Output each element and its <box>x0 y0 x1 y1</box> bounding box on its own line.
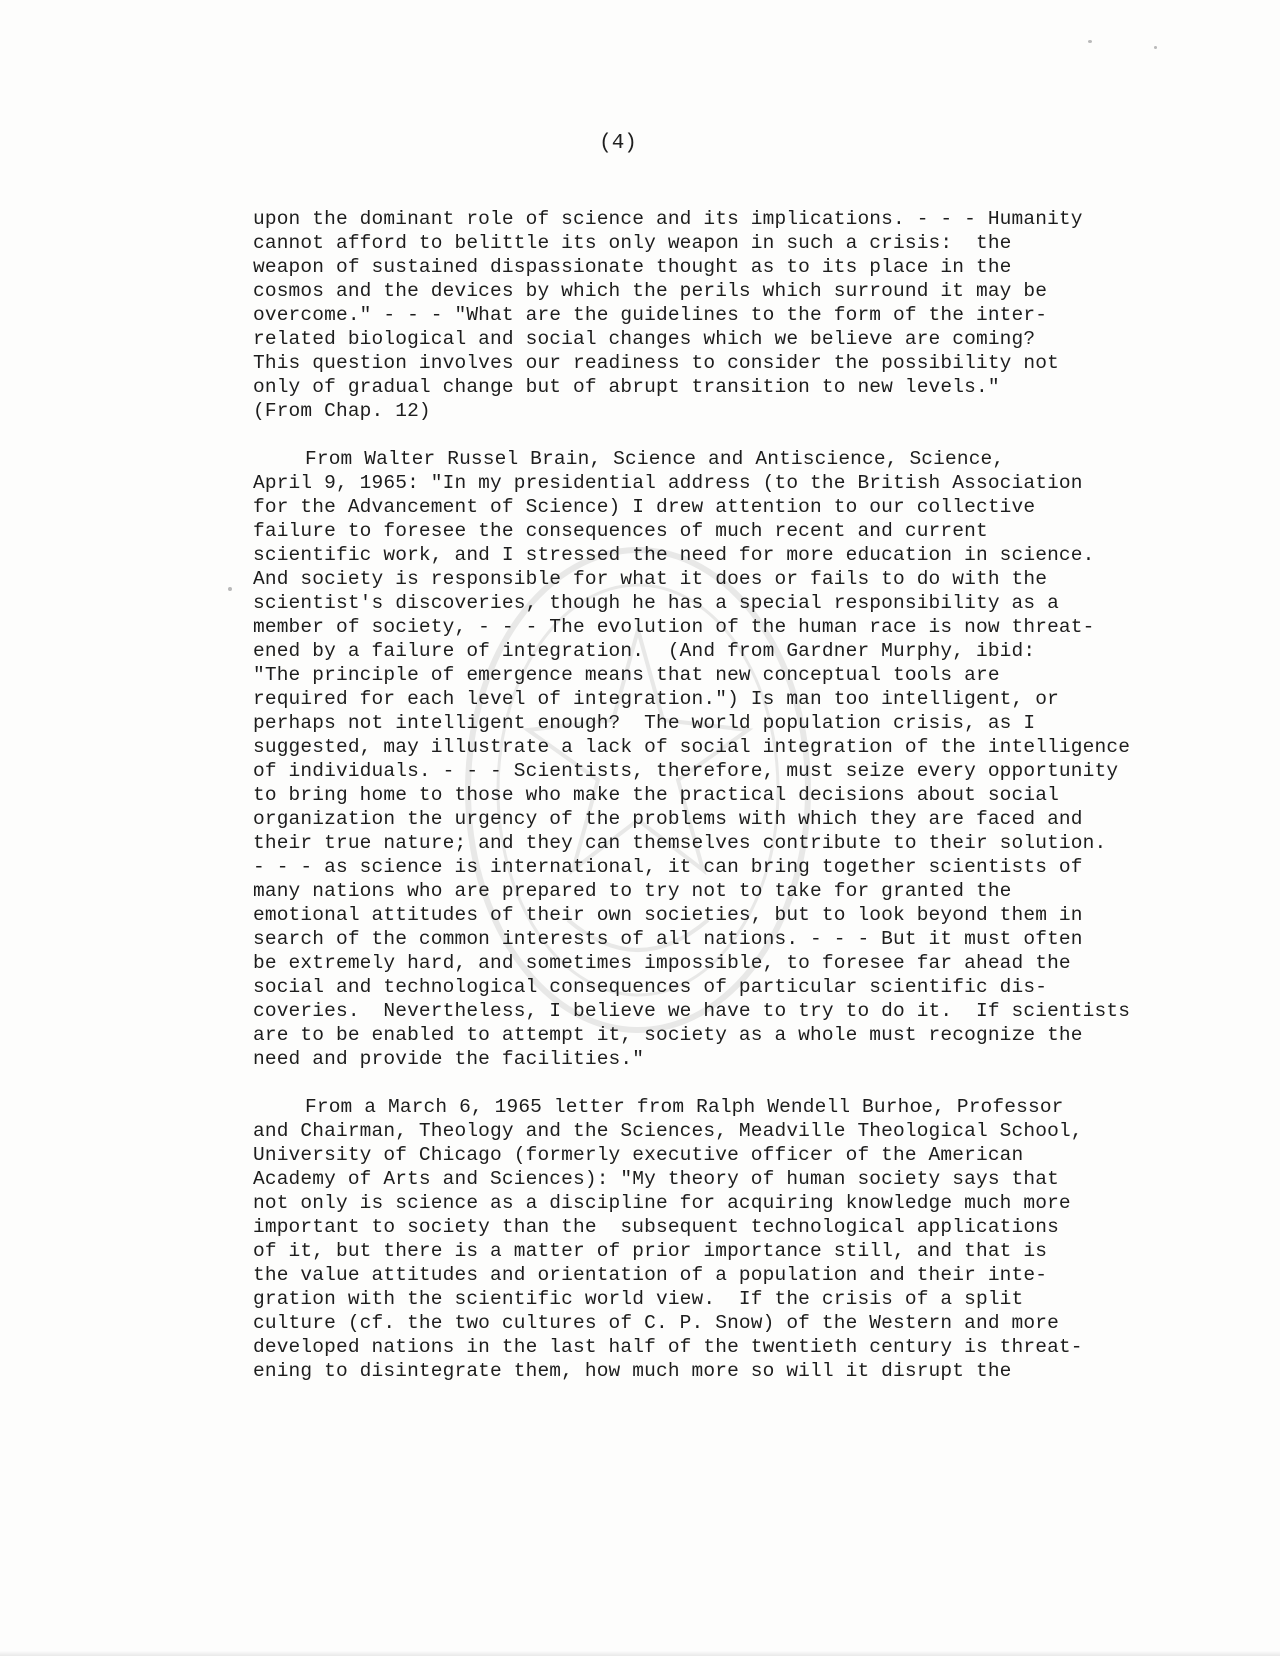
text-line: member of society, - - - The evolution of the human race is now threat- <box>253 616 1095 638</box>
text-line: many nations who are prepared to try not to take for granted the <box>253 880 1012 902</box>
text-line: scientific work, and I stressed the need for more education in science. <box>253 544 1095 566</box>
paragraph-brain-quote <box>253 447 1213 1071</box>
text-line: need and provide the facilities." <box>253 1048 645 1070</box>
text-line: gration with the scientific world view. If the crisis of a split <box>253 1288 1024 1310</box>
text-line: and Chairman, Theology and the Sciences, Meadville Theological School, <box>253 1120 1083 1142</box>
text-line: weapon of sustained dispassionate thought as to its place in the <box>253 256 1012 278</box>
text-line: upon the dominant role of science and its implications. - - - Humanity <box>253 208 1083 230</box>
text-line: April 9, 1965: "In my presidential address (to the British Association <box>253 472 1083 494</box>
text-line: coveries. Nevertheless, I believe we have to try to do it. If scientists <box>253 1000 1131 1022</box>
text-line: And society is responsible for what it does or fails to do with the <box>253 568 1048 590</box>
text-line: This question involves our readiness to consider the possibility not <box>253 352 1059 374</box>
text-line: for the Advancement of Science) I drew attention to our collective <box>253 496 1036 518</box>
text-line: only of gradual change but of abrupt transition to new levels." <box>253 376 1000 398</box>
text-line: developed nations in the last half of the twentieth century is threat- <box>253 1336 1083 1358</box>
text-line: organization the urgency of the problems with which they are faced and <box>253 808 1083 830</box>
text-line: failure to foresee the consequences of much recent and current <box>253 520 988 542</box>
text-line: cannot afford to belittle its only weapon in such a crisis: the <box>253 232 1012 254</box>
text-line: University of Chicago (formerly executive officer of the American <box>253 1144 1024 1166</box>
text-line: not only is science as a discipline for acquiring knowledge much more <box>253 1192 1071 1214</box>
text-line: related biological and social changes which we believe are coming? <box>253 328 1036 350</box>
page-number: (4) <box>599 132 637 155</box>
paragraph-quote-continuation <box>253 207 1213 423</box>
text-line: From a March 6, 1965 letter from Ralph Wendell Burhoe, Professor <box>305 1096 1064 1118</box>
paper-speck <box>228 587 232 591</box>
text-line: of individuals. - - - Scientists, therefore, must seize every opportunity <box>253 760 1119 782</box>
text-line: perhaps not intelligent enough? The world population crisis, as I <box>253 712 1036 734</box>
text-line: are to be enabled to attempt it, society as a whole must recognize the <box>253 1024 1083 1046</box>
text-line: be extremely hard, and sometimes impossible, to foresee far ahead the <box>253 952 1071 974</box>
text-line: the value attitudes and orientation of a population and their inte- <box>253 1264 1048 1286</box>
text-line: Academy of Arts and Sciences): "My theory of human society says that <box>253 1168 1059 1190</box>
text-line: of it, but there is a matter of prior importance still, and that is <box>253 1240 1048 1262</box>
paper-speck <box>1088 40 1092 43</box>
paper-speck <box>1154 46 1157 49</box>
text-line: to bring home to those who make the practical decisions about social <box>253 784 1059 806</box>
text-line: their true nature; and they can themselves contribute to their solution. <box>253 832 1107 854</box>
text-line: (From Chap. 12) <box>253 400 431 422</box>
text-line: "The principle of emergence means that new conceptual tools are <box>253 664 1000 686</box>
text-line: search of the common interests of all nations. - - - But it must often <box>253 928 1083 950</box>
text-line: ening to disintegrate them, how much more so will it disrupt the <box>253 1360 1012 1382</box>
text-line: important to society than the subsequent technological applications <box>253 1216 1059 1238</box>
text-line: ened by a failure of integration. (And from Gardner Murphy, ibid: <box>253 640 1036 662</box>
page-bottom-edge <box>0 1650 1280 1656</box>
text-line: required for each level of integration.") Is man too intelligent, or <box>253 688 1059 710</box>
text-line: emotional attitudes of their own societies, but to look beyond them in <box>253 904 1083 926</box>
text-line: From Walter Russel Brain, Science and Antiscience, Science, <box>305 448 1005 470</box>
text-line: scientist's discoveries, though he has a special responsibility as a <box>253 592 1059 614</box>
text-line: suggested, may illustrate a lack of social integration of the intelligence <box>253 736 1131 758</box>
document-body <box>253 207 1213 1407</box>
paragraph-burhoe-letter <box>253 1095 1213 1383</box>
text-line: - - - as science is international, it can bring together scientists of <box>253 856 1083 878</box>
text-line: overcome." - - - "What are the guidelines to the form of the inter- <box>253 304 1048 326</box>
text-line: social and technological consequences of particular scientific dis- <box>253 976 1048 998</box>
text-line: culture (cf. the two cultures of C. P. Snow) of the Western and more <box>253 1312 1059 1334</box>
text-line: cosmos and the devices by which the perils which surround it may be <box>253 280 1048 302</box>
